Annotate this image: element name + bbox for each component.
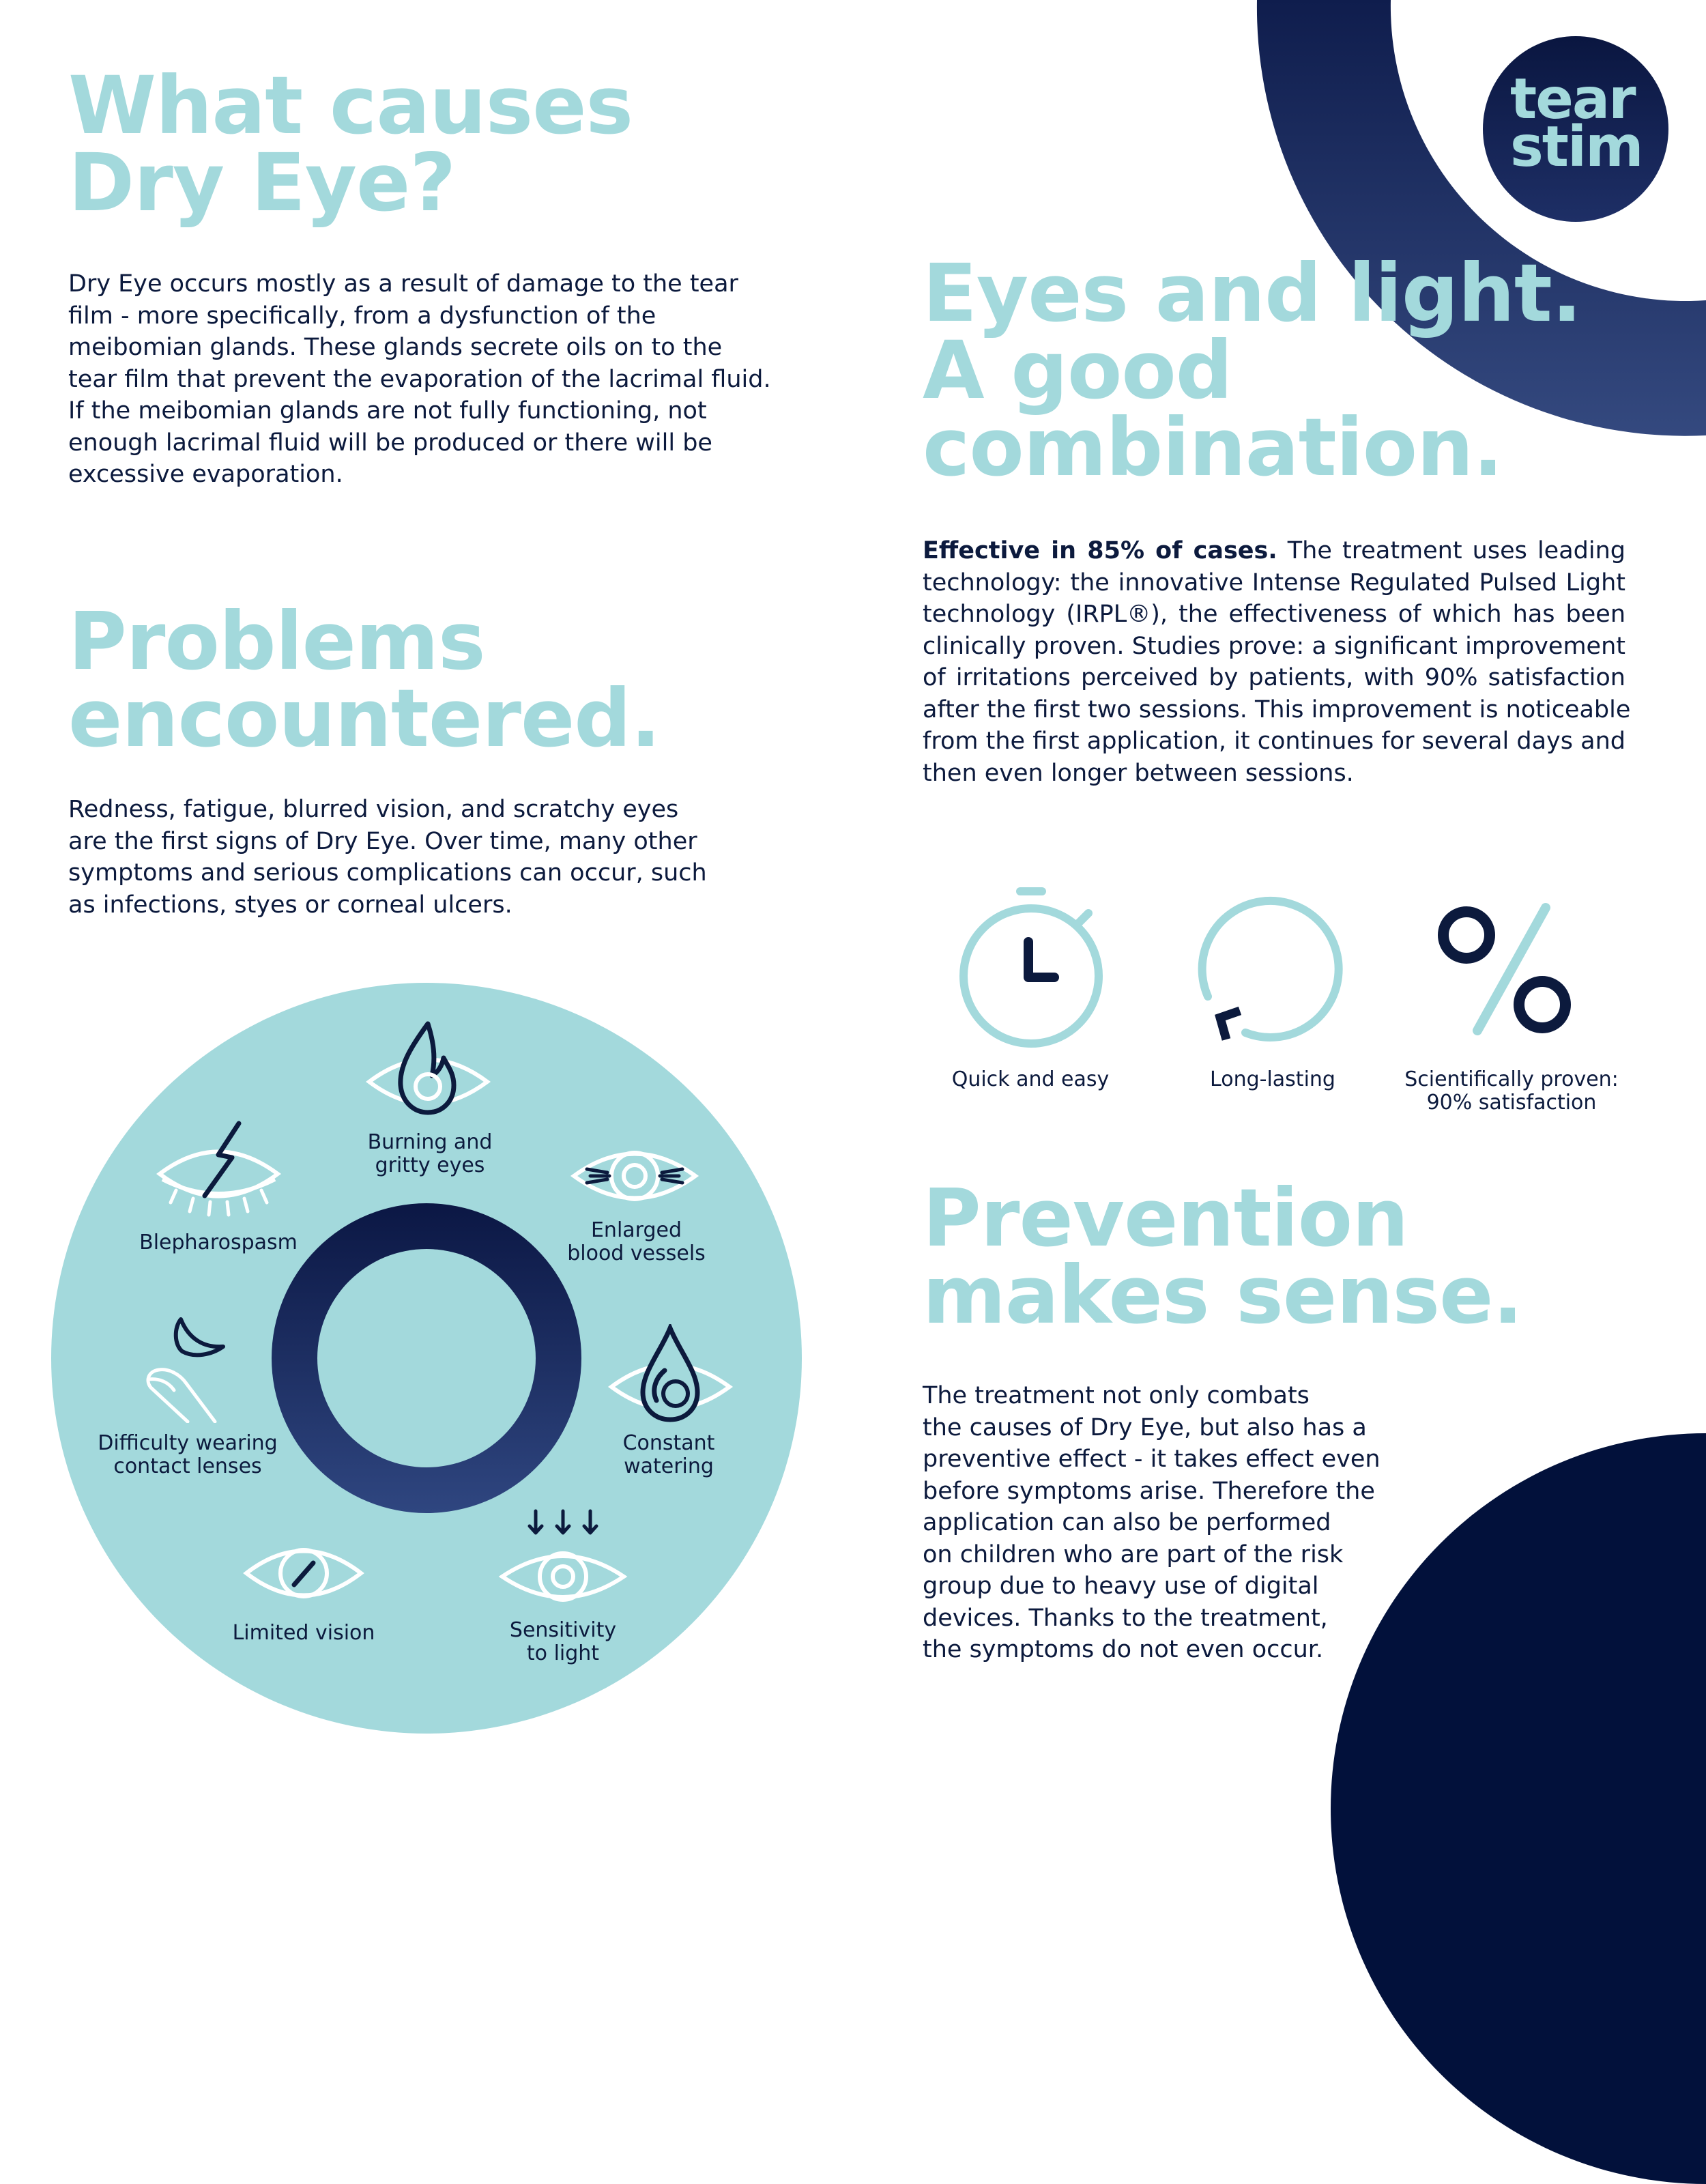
light-body-first-line: [923, 535, 1625, 567]
feature-label-line: Scientifically proven:: [1404, 1067, 1619, 1091]
symptom-label-line: watering: [624, 1454, 714, 1478]
prevention-body-line: devices. Thanks to the treatment,: [923, 1604, 1328, 1632]
symptom-label-blepharospasm: [119, 1231, 317, 1254]
feature-label-quick: [928, 1068, 1133, 1091]
causes-body-line: excessive evaporation.: [68, 461, 343, 488]
light-body: [923, 535, 1631, 789]
causes-body-line: film - more specifically, from a dysfunction of the: [68, 302, 656, 330]
causes-body-line: enough lacrimal fluid will be produced or there will be: [68, 429, 712, 457]
symptom-label-line: gritty eyes: [375, 1153, 485, 1177]
causes-title-line: What causes: [68, 59, 633, 152]
prevention-body-line: before symptoms arise. Therefore the: [923, 1477, 1375, 1505]
symptom-label-limited-vision: [205, 1622, 403, 1645]
problems-title-line: Problems: [68, 594, 485, 688]
prevention-body-line: preventive effect - it takes effect even: [923, 1446, 1380, 1473]
feature-label-line: Long-lasting: [1210, 1067, 1335, 1091]
symptom-label-line: Enlarged: [590, 1218, 682, 1242]
symptom-label-line: to light: [526, 1641, 600, 1665]
problems-body-line: symptoms and serious complications can occur, such: [68, 859, 707, 887]
stopwatch-icon: [952, 880, 1112, 1054]
symptom-label-line: Blepharospasm: [139, 1231, 298, 1254]
symptom-label-line: Difficulty wearing: [98, 1431, 278, 1455]
logo-word-stim: stim: [1510, 115, 1643, 179]
light-body-line: clinically proven. Studies prove: a significant improvement: [923, 632, 1625, 660]
problems-body-line: as infections, styes or corneal ulcers.: [68, 891, 512, 919]
light-body-line: from the first application, it continues for several days and: [923, 728, 1625, 755]
decorative-corner-circle: [1331, 1433, 1706, 2184]
watering-eye-icon: [607, 1324, 734, 1426]
prevention-title: [923, 1171, 1522, 1342]
burning-eye-icon: [365, 1017, 491, 1119]
light-sensitive-eye-icon: [498, 1508, 628, 1618]
symptom-label-line: Sensitivity: [509, 1618, 617, 1642]
logo-word-tear: tear: [1510, 67, 1635, 132]
causes-title-line: Dry Eye?: [68, 136, 456, 229]
light-body-line: of irritations perceived by patients, with 90% satisfaction: [923, 664, 1625, 691]
light-body-line: after the first two sessions. This improvement is noticeable: [923, 695, 1631, 723]
feature-label-proven: [1392, 1068, 1631, 1115]
light-bold-lead: Effective in 85% of cases.: [923, 537, 1277, 564]
light-body-line: technology: the innovative Intense Regulated Pulsed Light: [923, 569, 1625, 597]
feature-label-line: Quick and easy: [951, 1067, 1110, 1091]
symptom-label-line: contact lenses: [113, 1454, 262, 1478]
light-first-line-rest: The treatment uses leading: [1287, 537, 1625, 564]
feature-label-long: [1170, 1068, 1375, 1091]
prevention-body-line: application can also be performed: [923, 1509, 1331, 1536]
center-ring: [272, 1203, 581, 1513]
prevention-title-line: Prevention: [923, 1171, 1408, 1265]
light-body-line: technology (IRPL®), the effectiveness of which has been: [923, 601, 1625, 628]
causes-body-line: meibomian glands. These glands secrete oils on to the: [68, 334, 723, 361]
prevention-body-line: the causes of Dry Eye, but also has a: [923, 1413, 1367, 1441]
light-title-line: combination.: [923, 401, 1503, 494]
prevention-body-line: on children who are part of the risk: [923, 1540, 1344, 1568]
prevention-body: [923, 1380, 1380, 1666]
symptom-label-watering: [587, 1432, 751, 1478]
prevention-title-line: makes sense.: [923, 1248, 1522, 1342]
causes-title: [68, 59, 633, 229]
feature-label-line: 90% satisfaction: [1426, 1091, 1597, 1115]
logo-text: [1510, 67, 1647, 179]
causes-body-line: tear film that prevent the evaporation of the lacrimal fluid.: [68, 365, 771, 393]
symptom-label-light: [478, 1619, 648, 1665]
prevention-body-line: The treatment not only combats: [923, 1382, 1310, 1409]
symptom-label-burning: [341, 1131, 519, 1177]
symptom-label-line: Burning and: [367, 1130, 493, 1154]
blood-vessels-eye-icon: [570, 1138, 699, 1213]
symptom-label-line: blood vessels: [567, 1241, 706, 1265]
causes-body-line: If the meibomian glands are not fully functioning, not: [68, 397, 707, 425]
prevention-body-line: the symptoms do not even occur.: [923, 1636, 1324, 1663]
limited-vision-eye-icon: [242, 1536, 365, 1611]
light-body-line: then even longer between sessions.: [923, 759, 1354, 787]
causes-body-line: Dry Eye occurs mostly as a result of damage to the tear: [68, 270, 738, 298]
percent-icon: [1436, 901, 1587, 1037]
symptom-label-contact-lenses: [85, 1432, 290, 1478]
logo: [1483, 36, 1668, 222]
light-title-line: Eyes and light.: [923, 246, 1582, 340]
prevention-body-line: group due to heavy use of digital: [923, 1572, 1319, 1600]
center-ring-hole: [317, 1249, 536, 1467]
symptom-label-line: Constant: [622, 1431, 715, 1455]
light-title-line: A good: [923, 324, 1232, 417]
symptom-label-blood-vessels: [546, 1219, 727, 1265]
causes-body: [68, 268, 771, 491]
light-title: [923, 246, 1582, 494]
circular-arrow-icon: [1191, 891, 1351, 1051]
blepharospasm-eye-icon: [156, 1119, 282, 1222]
contact-lens-icon: [140, 1314, 232, 1423]
problems-title-line: encountered.: [68, 672, 661, 765]
problems-body: [68, 794, 707, 921]
symptom-label-line: Limited vision: [232, 1621, 375, 1645]
problems-body-line: are the first signs of Dry Eye. Over time, many other: [68, 827, 697, 855]
problems-body-line: Redness, fatigue, blurred vision, and scratchy eyes: [68, 796, 679, 823]
problems-title: [68, 594, 661, 765]
